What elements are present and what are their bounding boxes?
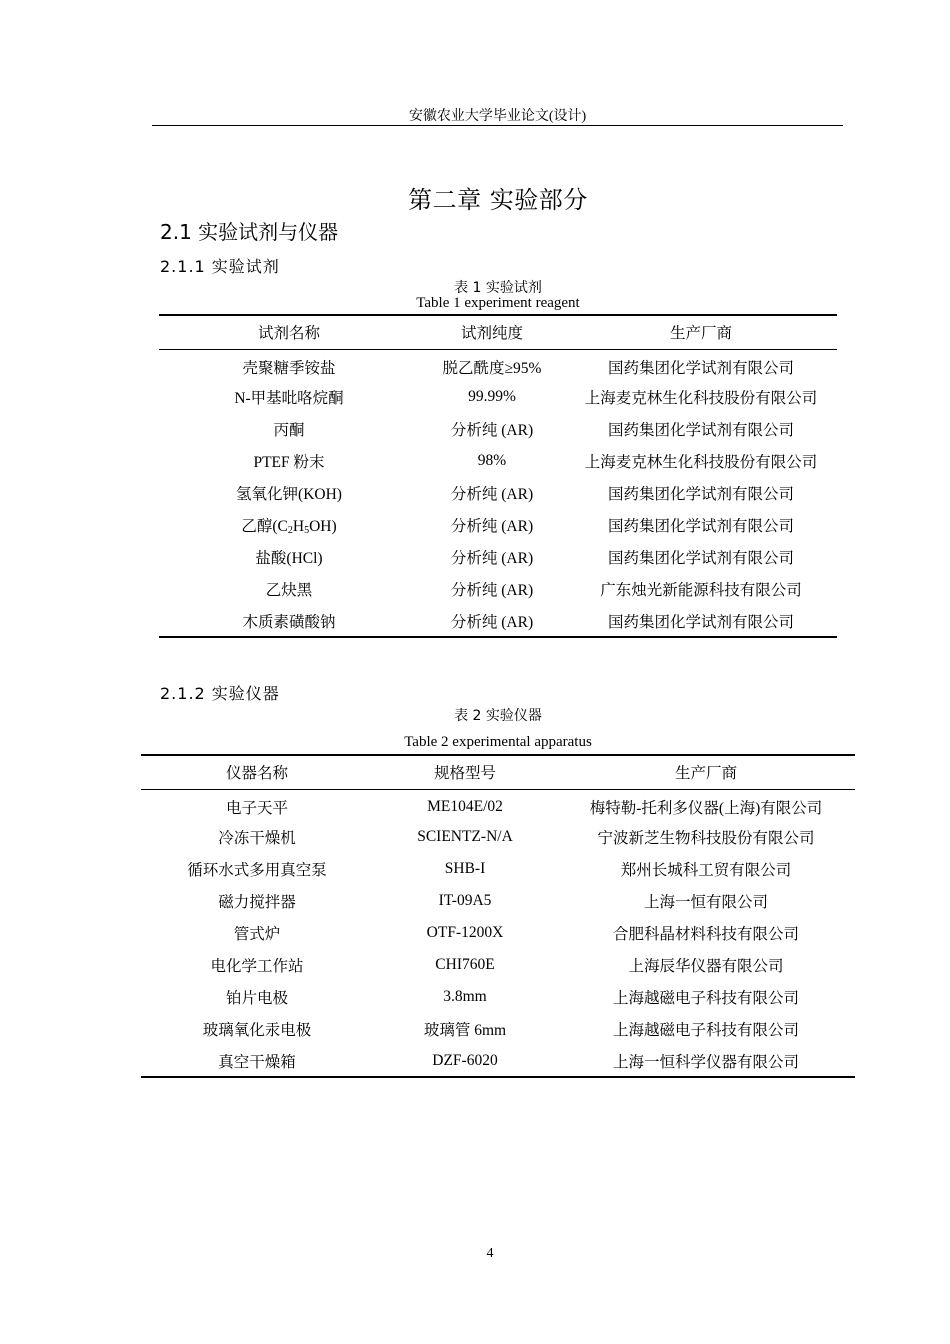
reagent-purity: 分析纯 (AR) xyxy=(450,422,534,439)
instrument-name: 电子天平 xyxy=(225,800,288,818)
table-row xyxy=(141,853,855,885)
formula-subscript: 2 xyxy=(287,525,293,536)
instrument-name: 磁力搅拌器 xyxy=(218,894,296,911)
table-row xyxy=(141,917,855,949)
instrument-name: 冷冻干燥机 xyxy=(218,830,296,847)
instrument-manufacturer: 上海越磁电子科技有限公司 xyxy=(612,990,799,1007)
instrument-name: 电化学工作站 xyxy=(210,958,304,975)
section-title: 2.1 实验试剂与仪器 xyxy=(160,220,339,244)
reagent-purity: 分析纯 (AR) xyxy=(450,518,534,535)
table2-caption-cn: 表 2 实验仪器 xyxy=(454,708,542,724)
table-row xyxy=(141,821,855,853)
reagent-name xyxy=(159,509,419,541)
reagent-manufacturer: 国药集团化学试剂有限公司 xyxy=(607,422,794,439)
reagent-name: PTEF 粉末 xyxy=(253,454,325,471)
table-row xyxy=(141,789,855,821)
instrument-name: 玻璃氧化汞电极 xyxy=(202,1022,312,1039)
table-row xyxy=(159,541,837,573)
reagent-manufacturer: 国药集团化学试剂有限公司 xyxy=(607,550,794,567)
reagent-name: 丙酮 xyxy=(273,422,305,439)
table-row xyxy=(159,349,837,381)
apparatus-table xyxy=(141,754,855,1078)
running-header: 安徽农业大学毕业论文(设计) xyxy=(408,109,587,124)
instrument-model: DZF-6020 xyxy=(373,1045,557,1077)
formula-subscript: 5 xyxy=(304,525,310,536)
instrument-manufacturer: 上海辰华仪器有限公司 xyxy=(628,958,784,975)
reagent-name: 氢氧化钾(KOH) xyxy=(236,486,342,503)
chapter-title: 第二章 实验部分 xyxy=(408,186,588,214)
table-row xyxy=(141,885,855,917)
instrument-model: CHI760E xyxy=(435,956,495,973)
table-row xyxy=(141,981,855,1013)
reagent-manufacturer: 上海麦克林生化科技股份有限公司 xyxy=(584,390,818,407)
table-row xyxy=(159,445,837,477)
instrument-manufacturer: 梅特勒-托利多仪器(上海)有限公司 xyxy=(589,800,823,818)
table-row xyxy=(159,413,837,445)
reagent-name: 壳聚糖季铵盐 xyxy=(242,360,336,378)
reagent-manufacturer: 国药集团化学试剂有限公司 xyxy=(565,605,837,637)
table1-caption-cn: 表 1 实验试剂 xyxy=(454,280,542,296)
table-header-row xyxy=(159,315,837,349)
reagent-purity: 99.99% xyxy=(468,388,516,405)
instrument-model: OTF-1200X xyxy=(426,924,504,941)
column-header: 试剂名称 xyxy=(159,315,419,349)
formula-prefix: 乙醇(C xyxy=(241,518,288,535)
reagent-manufacturer: 国药集团化学试剂有限公司 xyxy=(607,360,794,378)
column-header: 生产厂商 xyxy=(557,755,855,789)
reagent-manufacturer: 上海麦克林生化科技股份有限公司 xyxy=(584,454,818,471)
instrument-manufacturer: 上海越磁电子科技有限公司 xyxy=(612,1022,799,1039)
reagent-manufacturer: 广东烛光新能源科技有限公司 xyxy=(600,582,802,599)
reagent-name: 盐酸(HCl) xyxy=(255,550,323,567)
instrument-model: SCIENTZ-N/A xyxy=(417,828,513,845)
header-rule xyxy=(152,125,843,126)
instrument-model: ME104E/02 xyxy=(427,798,503,816)
table-row xyxy=(141,1013,855,1045)
instrument-manufacturer: 上海一恒有限公司 xyxy=(643,894,768,911)
table-row xyxy=(141,1045,855,1077)
table-row xyxy=(159,605,837,637)
instrument-model: 玻璃管 6mm xyxy=(423,1022,507,1039)
reagent-purity: 分析纯 (AR) xyxy=(450,486,534,503)
instrument-manufacturer: 宁波新芝生物科技股份有限公司 xyxy=(597,830,815,847)
reagent-purity: 分析纯 (AR) xyxy=(450,582,534,599)
column-header: 规格型号 xyxy=(373,755,557,789)
table-header-row xyxy=(141,755,855,789)
reagent-table xyxy=(159,314,837,638)
table-row xyxy=(159,477,837,509)
table-row xyxy=(141,949,855,981)
instrument-name: 循环水式多用真空泵 xyxy=(187,862,327,879)
instrument-manufacturer: 合肥科晶材料科技有限公司 xyxy=(612,926,799,943)
instrument-model: SHB-I xyxy=(444,860,486,877)
instrument-model: 3.8mm xyxy=(443,988,487,1005)
formula-mid: H xyxy=(292,518,305,535)
reagent-name: 木质素磺酸钠 xyxy=(159,605,419,637)
reagent-purity: 分析纯 (AR) xyxy=(450,550,534,567)
instrument-name: 真空干燥箱 xyxy=(141,1045,373,1077)
subsection-title-reagents: 2.1.1 实验试剂 xyxy=(160,257,280,276)
column-header: 生产厂商 xyxy=(565,315,837,349)
page-number: 4 xyxy=(486,1246,494,1261)
reagent-purity: 分析纯 (AR) xyxy=(419,605,565,637)
formula-suffix: OH) xyxy=(309,518,337,535)
column-header: 试剂纯度 xyxy=(419,315,565,349)
instrument-manufacturer: 上海一恒科学仪器有限公司 xyxy=(557,1045,855,1077)
reagent-name: N-甲基吡咯烷酮 xyxy=(234,390,344,407)
subsection-title-apparatus: 2.1.2 实验仪器 xyxy=(160,684,280,703)
instrument-model: IT-09A5 xyxy=(438,892,492,909)
reagent-manufacturer: 国药集团化学试剂有限公司 xyxy=(607,486,794,503)
table1-caption-en: Table 1 experiment reagent xyxy=(416,295,580,311)
table-row xyxy=(159,509,837,541)
instrument-name: 铂片电极 xyxy=(225,990,288,1007)
instrument-manufacturer: 郑州长城科工贸有限公司 xyxy=(620,862,792,879)
reagent-name: 乙炔黑 xyxy=(265,582,313,599)
reagent-purity: 98% xyxy=(477,452,507,469)
table-row xyxy=(159,573,837,605)
instrument-name: 管式炉 xyxy=(233,926,281,943)
table2-caption-en: Table 2 experimental apparatus xyxy=(404,734,592,750)
table-row xyxy=(159,381,837,413)
column-header: 仪器名称 xyxy=(141,755,373,789)
reagent-manufacturer: 国药集团化学试剂有限公司 xyxy=(607,518,794,535)
reagent-purity: 脱乙酰度≥95% xyxy=(442,360,542,378)
